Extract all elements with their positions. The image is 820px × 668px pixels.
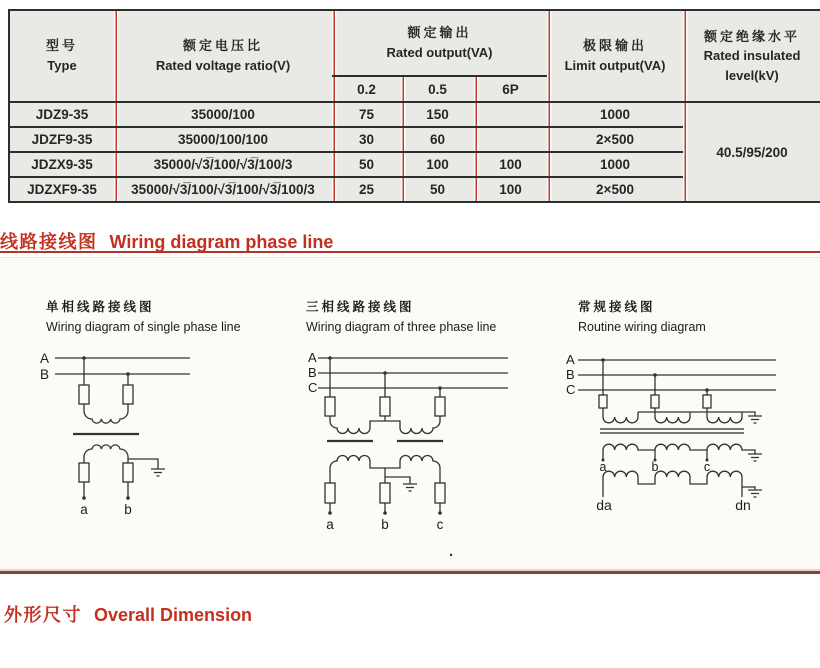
terminal-dot xyxy=(82,496,86,500)
routine-label-zh: 常规接线图 xyxy=(578,300,656,314)
row3-limit: 2×500 xyxy=(547,177,683,202)
ground-icon xyxy=(403,484,417,491)
col-header-output-en: Rated output(VA) xyxy=(386,45,493,60)
dimension-heading-zh: 外形尺寸 xyxy=(4,605,82,625)
terminal-dot xyxy=(438,511,442,515)
terminal-label-c: c xyxy=(436,517,444,532)
terminal-label-b: b xyxy=(381,517,389,532)
col-header-type-zh: 型号 xyxy=(45,38,78,54)
terminal-dot xyxy=(328,511,332,515)
col-header-limit-en: Limit output(VA) xyxy=(564,58,666,73)
fuse-icon xyxy=(79,463,89,482)
secondary-circuit xyxy=(79,445,165,517)
fuse-icon xyxy=(325,397,335,416)
primary-circuit xyxy=(79,358,133,423)
row1-out02: 30 xyxy=(332,127,401,152)
phase-label-A: A xyxy=(566,352,575,367)
dimension-heading-en: Overall Dimension xyxy=(94,605,253,625)
single-phase-label-en: Wiring diagram of single phase line xyxy=(46,320,241,334)
winding-coil xyxy=(84,445,128,457)
row0-limit: 1000 xyxy=(547,102,683,127)
row3-ratio: 35000/√3̅/100/√3̅/100/√3̅/100/3 xyxy=(114,177,332,202)
row2-out05: 100 xyxy=(401,152,474,177)
phase-label-B: B xyxy=(566,367,575,382)
row1-limit: 2×500 xyxy=(547,127,683,152)
fuse-icon xyxy=(325,483,335,503)
wiring-heading-zh: 线路接线图 xyxy=(0,232,98,252)
phase-label-B: B xyxy=(308,365,317,380)
primary-circuit xyxy=(599,360,762,423)
fuse-icon xyxy=(435,397,445,416)
winding-coil xyxy=(603,412,638,423)
terminal-label-b: b xyxy=(124,502,132,517)
wiring-heading-en: Wiring diagram phase line xyxy=(109,232,334,252)
row3-out02: 25 xyxy=(332,177,401,202)
phase-lines xyxy=(40,351,190,382)
row2-ratio: 35000/√3̅/100/√3̅/100/3 xyxy=(114,152,332,177)
secondary-circuit xyxy=(600,444,762,474)
terminal-label-a: a xyxy=(599,460,607,474)
row1-out05: 60 xyxy=(401,127,474,152)
table-row xyxy=(9,102,820,127)
dimension-section-heading xyxy=(4,601,252,627)
col-header-limit xyxy=(547,10,683,102)
row0-out02: 75 xyxy=(332,102,401,127)
col-header-type-en: Type xyxy=(47,58,77,73)
row2-out6p: 100 xyxy=(474,152,547,177)
row0-out05: 150 xyxy=(401,102,474,127)
fuse-icon xyxy=(123,463,133,482)
terminal-label-dn: dn xyxy=(735,497,751,513)
col-header-insulated-en2: level(kV) xyxy=(725,67,779,83)
row1-ratio: 35000/100/100 xyxy=(114,127,332,152)
col-header-limit-zh: 极限输出 xyxy=(583,38,648,54)
col-header-insulated-zh: 额定绝缘水平 xyxy=(704,28,801,44)
fuse-icon xyxy=(703,395,711,408)
terminal-label-c: c xyxy=(703,460,711,474)
single-phase-label-zh: 单相线路接线图 xyxy=(46,300,155,314)
col-header-output xyxy=(332,10,547,76)
insulated-level-value: 40.5/95/200 xyxy=(683,102,820,202)
row0-out6p xyxy=(474,102,547,127)
row1-type: JDZF9-35 xyxy=(9,127,114,152)
subheader-class-0.5: 0.5 xyxy=(401,76,474,102)
col-header-ratio-en: Rated voltage ratio(V) xyxy=(155,58,291,73)
col-header-type xyxy=(9,10,114,102)
phase-label-C: C xyxy=(566,382,576,397)
core-line xyxy=(600,429,744,433)
phase-label-A: A xyxy=(308,350,317,365)
fuse-icon xyxy=(599,395,607,408)
fuse-icon xyxy=(123,385,133,404)
winding-coil xyxy=(84,411,128,423)
terminal-label-da: da xyxy=(596,497,612,513)
ground-icon xyxy=(748,454,762,461)
ground-icon xyxy=(151,469,165,476)
ground-icon xyxy=(748,416,762,423)
secondary-circuit xyxy=(325,456,445,533)
terminal-label-a: a xyxy=(326,517,334,532)
phase-lines xyxy=(308,350,508,395)
primary-circuit xyxy=(325,358,445,434)
col-header-insulated xyxy=(683,10,820,102)
three-phase-wiring-diagram xyxy=(298,343,548,538)
col-header-insulated-en1: Rated insulated xyxy=(703,48,801,64)
routine-label-en: Routine wiring diagram xyxy=(578,320,706,334)
fuse-icon xyxy=(651,395,659,408)
phase-label-C: C xyxy=(308,380,318,395)
row0-type: JDZ9-35 xyxy=(9,102,114,127)
phase-lines xyxy=(566,352,776,397)
phase-label-A: A xyxy=(40,351,50,366)
col-header-ratio xyxy=(114,10,332,102)
col-header-output-zh: 额定输出 xyxy=(407,25,472,41)
terminal-dot xyxy=(126,496,130,500)
terminal-dot xyxy=(383,511,387,515)
single-phase-diagram-label xyxy=(46,297,241,334)
terminal-label-b: b xyxy=(651,460,659,474)
row2-type: JDZX9-35 xyxy=(9,152,114,177)
fuse-icon xyxy=(380,397,390,416)
subheader-class-6P: 6P xyxy=(474,76,547,102)
spec-table xyxy=(8,9,820,203)
fuse-icon xyxy=(435,483,445,503)
ground-icon xyxy=(748,490,762,497)
three-phase-label-en: Wiring diagram of three phase line xyxy=(306,320,497,334)
row3-out05: 50 xyxy=(401,177,474,202)
stray-period-mark: . xyxy=(449,543,454,560)
row1-out6p xyxy=(474,127,547,152)
winding-coil xyxy=(603,444,755,454)
row3-out6p: 100 xyxy=(474,177,547,202)
subheader-class-0.2: 0.2 xyxy=(332,76,401,102)
fuse-icon xyxy=(79,385,89,404)
routine-wiring-diagram xyxy=(558,343,816,528)
row0-ratio: 35000/100 xyxy=(114,102,332,127)
winding-coil xyxy=(655,412,690,423)
row3-type: JDZXF9-35 xyxy=(9,177,114,202)
terminal-label-a: a xyxy=(80,502,88,517)
row2-limit: 1000 xyxy=(547,152,683,177)
routine-diagram-label xyxy=(578,297,706,334)
row2-out02: 50 xyxy=(332,152,401,177)
three-phase-diagram-label xyxy=(306,297,496,334)
winding-coil xyxy=(603,471,742,484)
winding-coil xyxy=(707,412,742,423)
phase-label-B: B xyxy=(40,367,50,382)
fuse-icon xyxy=(380,483,390,503)
winding-coil xyxy=(330,456,440,469)
three-phase-label-zh: 三相线路接线图 xyxy=(306,300,415,314)
single-phase-wiring-diagram xyxy=(10,343,245,523)
auxiliary-winding xyxy=(596,471,762,513)
section-bottom-rule xyxy=(0,569,820,574)
col-header-ratio-zh: 额定电压比 xyxy=(182,38,263,54)
